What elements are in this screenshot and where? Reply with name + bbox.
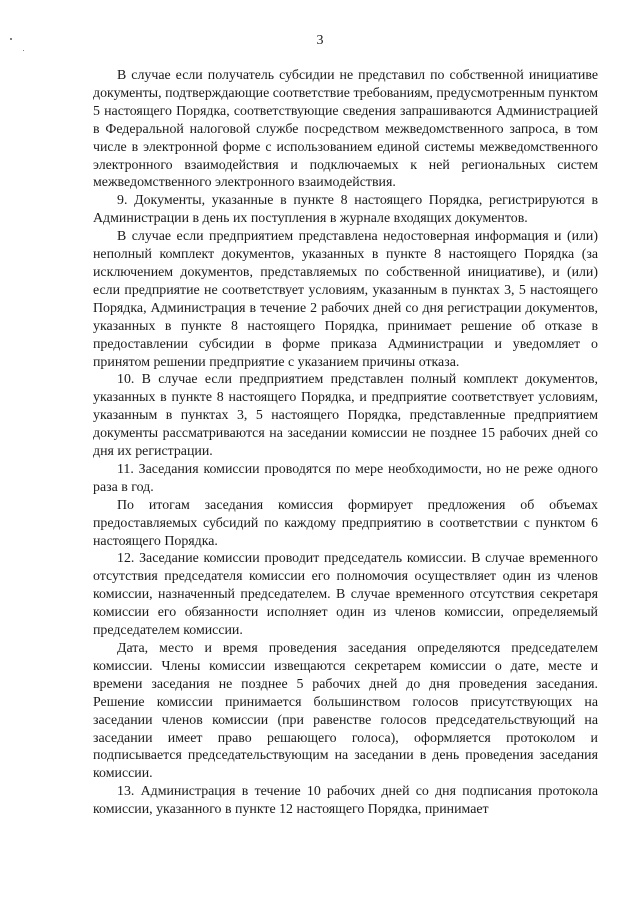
paragraph-9-refusal: В случае если предприятием представлена недостоверная информация и (или) неполный комплект документов, указанных в пункте 8 настоящего Порядка (за исключением документов, представляемых по собственной инициативе), и (или) если предприятие не соответствует условиям, указанным в пунктах 3, 5 настоящего Порядка, Администрация в течение 2 рабочих дней со дня регистрации документов, указанных в пункте 8 настоящего Порядка, принимает решение об отказе в предоставлении субсидии в форме приказа Администрации и уведомляет о принятом решении предприятие с указанием причины отказа. xyxy=(93,229,598,370)
paragraph-10: 10. В случае если предприятием представлен полный комплект документов, указанных в пункте 8 настоящего Порядка, и предприятие соответствует условиям, указанным в пунктах 3, 5 настоящего Порядка, представленные предприятием документы рассматриваются на заседании комиссии не позднее 15 рабочих дней со дня их регистрации. xyxy=(93,372,598,460)
paragraph-11-proposals: По итогам заседания комиссия формирует предложения об объемах предоставляемых субсидий по каждому предприятию в соответствии с пунктом 6 настоящего Порядка. xyxy=(93,497,598,549)
paragraph-13: 13. Администрация в течение 10 рабочих дней со дня подписания протокола комиссии, указанного в пункте 12 настоящего Порядка, принимает xyxy=(93,784,598,818)
paragraph-11: 11. Заседания комиссии проводятся по мере необходимости, но не реже одного раза в год. xyxy=(93,461,598,495)
paragraph-12-meeting: Дата, место и время проведения заседания определяются председателем комиссии. Члены комиссии извещаются секретарем комиссии о дате, месте и времени заседания не позднее 5 рабочих дней до дня проведения заседания. Решение комиссии принимается большинством голосов присутствующих на заседании членов комиссии (при равенстве голосов председательствующий на заседании имеет право решающего голоса), оформляется протоколом и подписывается председательствующим на заседании в день проведения заседания комиссии. xyxy=(93,641,598,782)
paragraph-8-cont: В случае если получатель субсидии не представил по собственной инициативе документы, подтверждающие соответствие требованиям, предусмотренным пунктом 5 настоящего Порядка, соответствующие сведения запрашиваются Администрацией в Федеральной налоговой службе посредством межведомственного запроса, в том числе в электронной форме с использованием единой системы межведомственного электронного взаимодействия и подключаемых к ней региональных систем межведомственного электронного взаимодействия. xyxy=(93,68,598,191)
scan-speck xyxy=(23,50,24,51)
paragraph-12: 12. Заседание комиссии проводит председатель комиссии. В случае временного отсутствия председателя комиссии его полномочия осуществляет один из членов комиссии, назначенный председателем. В случае временного отсутствия секретаря комиссии его обязанности исполняет один из членов комиссии, определяемый председателем комиссии. xyxy=(93,551,598,639)
document-body xyxy=(93,67,598,819)
paragraph-9: 9. Документы, указанные в пункте 8 настоящего Порядка, регистрируются в Администрации в день их поступления в журнале входящих документов. xyxy=(93,193,598,227)
page-number: 3 xyxy=(316,33,324,48)
